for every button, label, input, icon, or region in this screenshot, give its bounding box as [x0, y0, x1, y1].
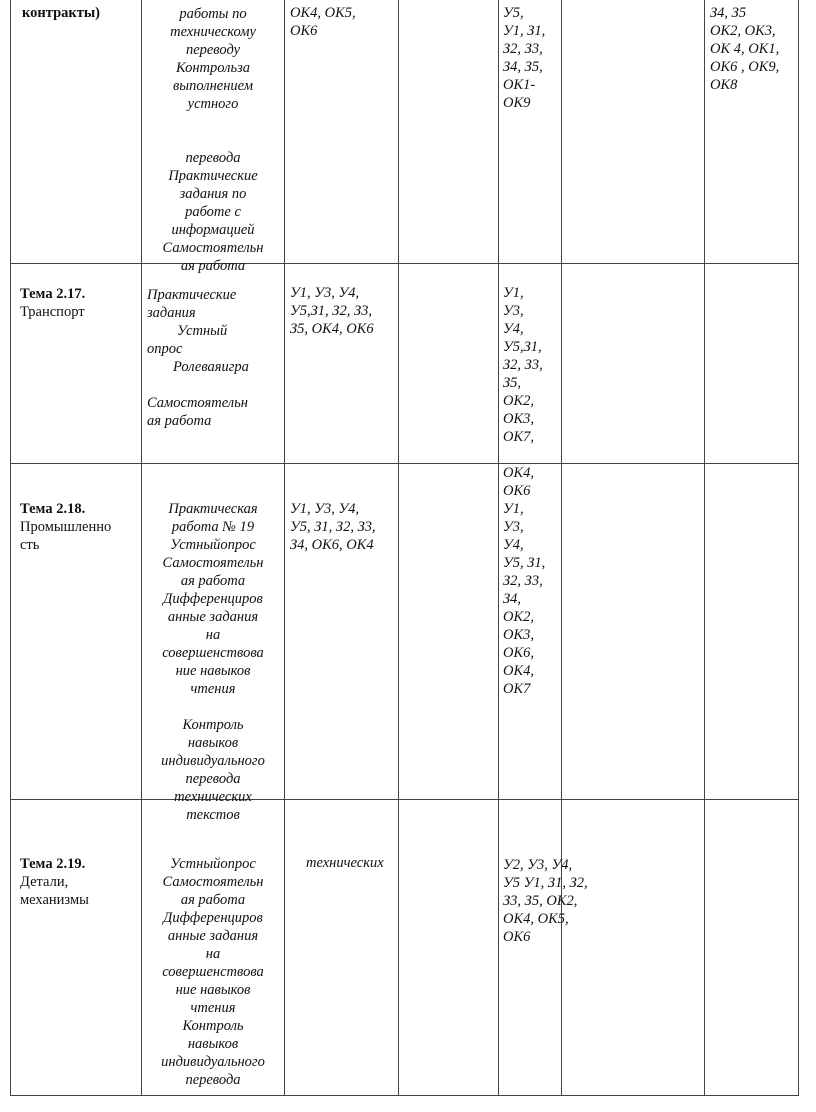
row0-skill-line: ОК4, ОК5, [290, 5, 356, 21]
row2-form-line: на [205, 627, 221, 643]
row3-form-line: чтения [190, 1000, 236, 1016]
row0-form-line: Практические [168, 168, 258, 184]
column-divider-6 [704, 0, 705, 1096]
row0-form-gap [143, 131, 283, 149]
row0-form-line: информацией [171, 222, 255, 238]
row2-code-line: ОК4, [503, 663, 534, 679]
row0-code-line: З2, З3, [503, 41, 543, 57]
row0-last-line: ОК 4, ОК1, [710, 41, 780, 57]
table-border-left [10, 0, 11, 1096]
row2-skill-line: З4, ОК6, ОК4 [290, 537, 374, 553]
row1-form-gap [147, 376, 283, 394]
row1-code-line: З2, З3, [503, 357, 543, 373]
row1-code-line: ОК3, [503, 411, 534, 427]
row3-form-line: Дифференциров [163, 910, 263, 926]
row0-form-line: техническому [170, 24, 256, 40]
row-divider-1 [10, 263, 799, 264]
row1-code-line: З5, [503, 375, 522, 391]
column-divider-4 [498, 0, 499, 1096]
row3-topic-name: механизмы [20, 892, 89, 908]
row3-form-line: Контроль [182, 1018, 244, 1034]
row2-form-line: Практическая [168, 501, 258, 517]
row1-skill-line: З5, ОК4, ОК6 [290, 321, 374, 337]
row0-form-line: выполнением [173, 78, 253, 94]
row3-code-line: У5 У1, З1, З2, [503, 875, 588, 891]
row0-form-line: задания по [179, 186, 247, 202]
row1-form-line: Практические [147, 287, 237, 303]
row0-form-line: Контрольза [176, 60, 250, 76]
row2-code-line: З4, [503, 591, 522, 607]
row1-form-line: опрос [147, 341, 183, 357]
row0-form-line: Самостоятельн [162, 240, 264, 256]
row1-topic-title: Тема 2.17. [20, 286, 86, 302]
row0-code-line: У1, З1, [503, 23, 546, 39]
row2-form-line: анные задания [167, 609, 259, 625]
row0-form-line: ая работа [180, 258, 246, 274]
row2-form-line: работа № 19 [171, 519, 255, 535]
column-divider-3 [398, 0, 399, 1096]
row2-code-line: ОК3, [503, 627, 534, 643]
row1-form-line: Ролеваяигра [173, 359, 249, 375]
row2-code-line: ОК2, [503, 609, 534, 625]
row2-form-line: перевода [185, 771, 241, 787]
row3-form-line: совершенствова [162, 964, 264, 980]
row0-codes [503, 4, 545, 112]
row1-form-line: ая работа [147, 413, 212, 429]
row3-forms [143, 855, 283, 1089]
row2-code-line: У1, [503, 501, 524, 517]
row2-skill-line: У5, З1, З2, З3, [290, 519, 376, 535]
row3-form-line: навыков [187, 1036, 239, 1052]
column-divider-2 [284, 0, 285, 1096]
row3-code-line: ОК6 [503, 929, 531, 945]
row0-code-line: ОК1- [503, 77, 536, 93]
row1-code-line: У3, [503, 303, 524, 319]
row3-code-line: ОК4, ОК5, [503, 911, 569, 927]
row1-skill-line: У5,З1, З2, З3, [290, 303, 373, 319]
row3-skill-line: технических [306, 855, 384, 871]
row2-forms [143, 500, 283, 824]
row0-topic [22, 4, 100, 22]
row3-form-line: ая работа [180, 892, 246, 908]
row1-code-line: У1, [503, 285, 524, 301]
row3-code-line: У2, У3, У4, [503, 857, 573, 873]
row1-skill-line: У1, У3, У4, [290, 285, 360, 301]
row0-form-line: перевода [185, 150, 241, 166]
row0-last-line: ОК6 , ОК9, [710, 59, 780, 75]
row2-form-line: навыков [187, 735, 239, 751]
row2-code-line: ОК6, [503, 645, 534, 661]
row3-skills [306, 854, 384, 872]
row0-last [710, 4, 779, 94]
row1-forms [147, 286, 283, 430]
row2-form-line: Устныйопрос [170, 537, 256, 553]
row0-code-line: ОК9 [503, 95, 531, 111]
row0-skills [290, 4, 356, 40]
row2-skills [290, 500, 376, 554]
row2-form-line: Самостоятельн [162, 555, 264, 571]
row3-form-line: Устныйопрос [170, 856, 256, 872]
row1-form-line: Самостоятельн [147, 395, 248, 411]
row1-code-line: ОК7, [503, 429, 534, 445]
row2-code-top-line: ОК4, [503, 465, 534, 481]
row3-codes [503, 856, 588, 946]
row2-form-line: Дифференциров [163, 591, 263, 607]
row1-code-line: У4, [503, 321, 524, 337]
row2-form-line: технических [174, 789, 252, 805]
row2-topic [20, 500, 111, 554]
row0-form-line: работе с [185, 204, 241, 220]
row1-skills [290, 284, 374, 338]
row0-form-gap [143, 113, 283, 131]
row3-form-line: перевода [185, 1072, 241, 1088]
row2-form-line: индивидуального [161, 753, 265, 769]
row2-form-line: текстов [186, 807, 240, 823]
row2-topic-name: сть [20, 537, 40, 553]
row1-codes [503, 284, 543, 446]
row1-code-line: У5,З1, [503, 339, 542, 355]
row0-last-line: ОК8 [710, 77, 738, 93]
row0-skill-line: ОК6 [290, 23, 318, 39]
row2-form-line: совершенствова [162, 645, 264, 661]
row2-form-line: ая работа [180, 573, 246, 589]
row2-form-line: Контроль [182, 717, 244, 733]
row1-code-line: ОК2, [503, 393, 534, 409]
row3-form-line: индивидуального [161, 1054, 265, 1070]
row2-skill-line: У1, У3, У4, [290, 501, 360, 517]
row1-form-line: задания [147, 305, 196, 321]
row3-topic-title: Тема 2.19. [20, 856, 86, 872]
row2-code-top-line: ОК6 [503, 483, 531, 499]
row2-topic-name: Промышленно [20, 519, 112, 535]
row2-code-line: У5, З1, [503, 555, 546, 571]
row0-code-line: З4, З5, [503, 59, 543, 75]
table-border-right [798, 0, 799, 1096]
row0-form-line: переводу [185, 42, 241, 58]
row3-form-line: Самостоятельн [162, 874, 264, 890]
row3-form-line: ние навыков [175, 982, 251, 998]
row2-form-line: ние навыков [175, 663, 251, 679]
row2-code-line: У4, [503, 537, 524, 553]
table-border-bottom [10, 1095, 799, 1096]
row3-code-line: З3, З5, ОК2, [503, 893, 578, 909]
row2-codes-top [503, 464, 534, 500]
row0-last-line: З4, З5 [710, 5, 747, 21]
row2-codes [503, 500, 545, 698]
row3-topic [20, 855, 89, 909]
column-divider-1 [141, 0, 142, 1096]
row0-topic-tail: контракты) [22, 5, 101, 21]
row3-form-line: анные задания [167, 928, 259, 944]
row0-code-line: У5, [503, 5, 524, 21]
row2-code-line: ОК7 [503, 681, 531, 697]
row2-topic-title: Тема 2.18. [20, 501, 86, 517]
row0-last-line: ОК2, ОК3, [710, 23, 776, 39]
row1-topic-name: Транспорт [20, 304, 85, 320]
row3-form-line: на [205, 946, 221, 962]
row0-forms [143, 5, 283, 275]
row-divider-3 [10, 799, 799, 800]
row1-topic [20, 285, 85, 321]
row1-form-line: Устный [177, 323, 228, 339]
row3-topic-name: Детали, [20, 874, 69, 890]
row0-form-line: работы по [179, 6, 247, 22]
row2-code-line: З2, З3, [503, 573, 543, 589]
row2-form-gap [143, 698, 283, 716]
row2-code-line: У3, [503, 519, 524, 535]
row2-form-line: чтения [190, 681, 236, 697]
row-divider-2 [10, 463, 799, 464]
row0-form-line: устного [187, 96, 239, 112]
